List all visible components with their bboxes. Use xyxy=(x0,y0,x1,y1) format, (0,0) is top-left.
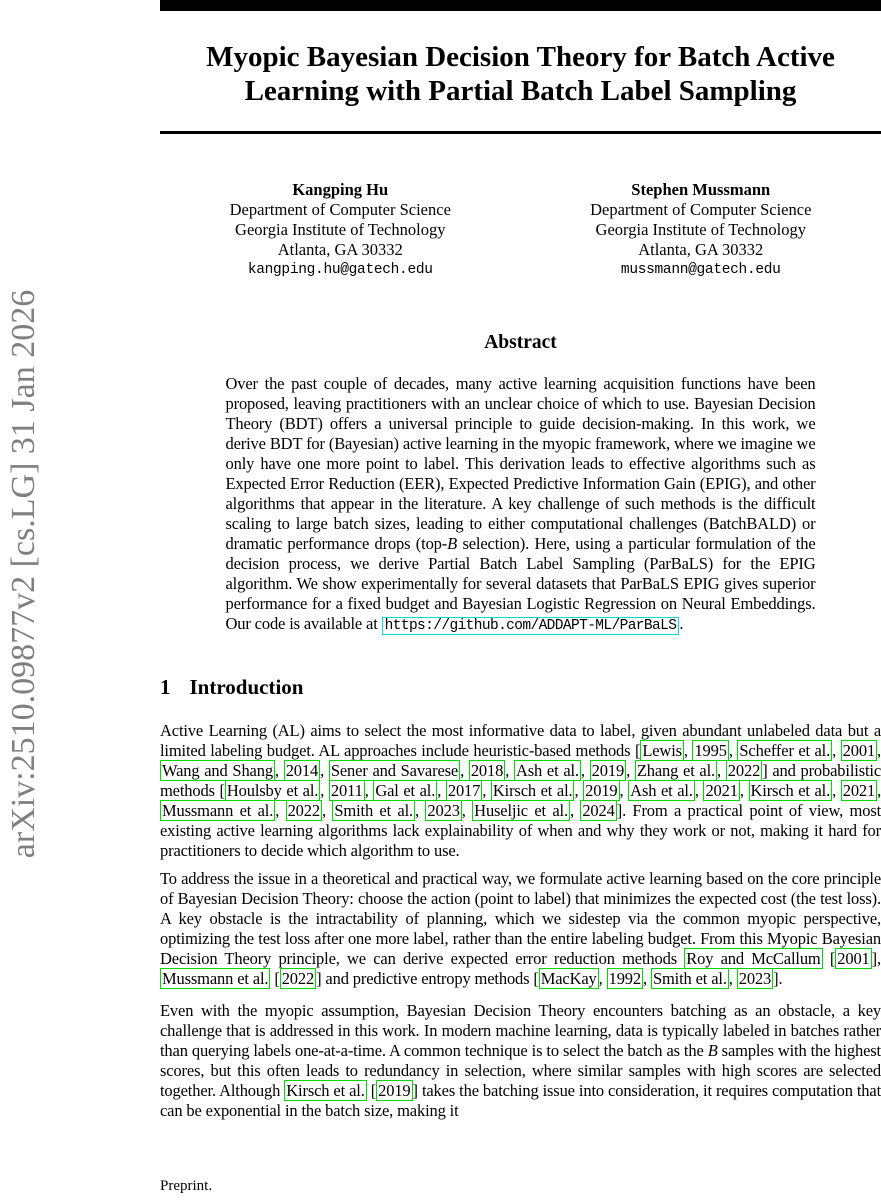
text-run: , xyxy=(683,741,693,760)
author-1-department: Department of Computer Science xyxy=(229,200,451,219)
section-number: 1 xyxy=(160,675,171,699)
citation-link[interactable]: Zhang et al. xyxy=(636,761,716,780)
top-black-bar xyxy=(160,0,881,11)
author-1-institution: Georgia Institute of Technology xyxy=(235,220,446,239)
text-run: ] and probabilistic methods [ xyxy=(160,761,881,800)
citation-link[interactable]: Wang and Shang xyxy=(162,761,273,780)
text-run: ], xyxy=(871,949,881,968)
text-run: ]. From a practical point of view, most existing active learning algorithms lack explainability of when and why they work or not, making it hard for practitioners to decide which algorithm to use. xyxy=(160,801,881,860)
text-run: , xyxy=(728,969,737,988)
paper-content-column xyxy=(160,0,881,1121)
intro-paragraph-1 xyxy=(160,721,881,861)
citation-link[interactable]: Ash et al. xyxy=(630,781,693,800)
citation-link[interactable]: Kirsch et al. xyxy=(750,781,831,800)
citation-link[interactable]: Scheffer et al. xyxy=(739,741,831,760)
text-run: , xyxy=(619,781,629,800)
citation-link[interactable]: 2024 xyxy=(582,801,615,820)
author-2-email: mussmann@gatech.edu xyxy=(620,262,781,278)
text-run: , xyxy=(877,741,881,760)
text-run: , xyxy=(321,801,333,820)
math-variable: B xyxy=(447,534,458,553)
paper-title xyxy=(160,40,881,108)
citation-link[interactable]: 2019 xyxy=(378,1081,411,1100)
text-run: , xyxy=(643,969,651,988)
abstract-paragraph xyxy=(226,374,816,636)
citation-link[interactable]: Roy and McCallum xyxy=(686,949,821,968)
author-2-department: Department of Computer Science xyxy=(590,200,812,219)
citation-link[interactable]: 2021 xyxy=(705,781,738,800)
citation-link[interactable]: 2022 xyxy=(727,761,761,780)
author-1-email: kangping.hu@gatech.edu xyxy=(247,262,433,278)
author-block xyxy=(160,180,881,280)
citation-link[interactable]: Kirsch et al. xyxy=(492,781,573,800)
text-run: [ xyxy=(270,969,280,988)
text-run: , xyxy=(717,761,726,780)
citation-link[interactable]: 2001 xyxy=(837,949,870,968)
intro-paragraph-2 xyxy=(160,869,881,989)
citation-link[interactable]: Sener and Savarese xyxy=(330,761,459,780)
author-1-city: Atlanta, GA 30332 xyxy=(277,240,403,259)
text-run: selection). Here, using a particular formulation of the decision process, we derive Partial Batch Label Sampling (ParBaLS) for the EPIG algorithm. We show experimentally for several datasets that ParBaLS EPIG gives superior performance for a fixed budget and Bayesian Logistic Regression on Neural Embeddings. Our code is available at xyxy=(225,534,816,633)
preprint-footer: Preprint. xyxy=(160,1178,213,1194)
citation-link[interactable]: Ash et al. xyxy=(516,761,579,780)
section-title: Introduction xyxy=(189,675,304,699)
citation-link[interactable]: Huseljic et al. xyxy=(474,801,568,820)
abstract-heading: Abstract xyxy=(484,332,557,353)
paper-title-line-1: Myopic Bayesian Decision Theory for Batch Active xyxy=(206,41,835,73)
section-heading-introduction xyxy=(160,675,881,700)
text-run: , xyxy=(274,761,284,780)
citation-link[interactable]: 2023 xyxy=(738,969,772,988)
text-run: , xyxy=(437,781,446,800)
citation-link[interactable]: 2018 xyxy=(470,761,504,780)
text-run: , xyxy=(415,801,426,820)
citation-link[interactable]: Mussmann et al. xyxy=(162,969,269,988)
text-run: , xyxy=(364,781,374,800)
text-run: , xyxy=(275,801,286,820)
citation-link[interactable]: Smith et al. xyxy=(652,969,727,988)
citation-link[interactable]: Gal et al. xyxy=(375,781,436,800)
citation-link[interactable]: 2017 xyxy=(447,781,481,800)
arxiv-watermark: arXiv:2510.09877v2 [cs.LG] 31 Jan 2026 xyxy=(5,289,42,859)
citation-link[interactable]: Smith et al. xyxy=(334,801,414,820)
citation-link[interactable]: 2023 xyxy=(427,801,460,820)
author-2-city: Atlanta, GA 30332 xyxy=(638,240,764,259)
text-run: , xyxy=(482,781,491,800)
text-run: samples with the highest scores, but this often leads to redundancy in selection, where similar samples with high scores are selected together. Although xyxy=(160,1041,881,1100)
text-run: , xyxy=(598,969,607,988)
text-run: , xyxy=(626,761,635,780)
text-run: , xyxy=(832,781,841,800)
text-run: , xyxy=(574,781,584,800)
citation-link[interactable]: 1995 xyxy=(694,741,727,760)
text-run: , xyxy=(580,761,590,780)
citation-link[interactable]: 2011 xyxy=(330,781,363,800)
text-run: , xyxy=(569,801,581,820)
citation-link[interactable]: Kirsch et al. xyxy=(286,1081,365,1100)
citation-link[interactable]: Lewis xyxy=(642,741,682,760)
text-run: , xyxy=(461,801,473,820)
text-run: , xyxy=(728,741,738,760)
citation-link[interactable]: 2022 xyxy=(287,801,320,820)
text-run: , xyxy=(320,781,329,800)
citation-link[interactable]: 2022 xyxy=(281,969,315,988)
author-1 xyxy=(160,180,521,280)
text-run: To address the issue in a theoretical and practical way, we formulate active learning based on the core principle of Bayesian Decision Theory: choose the action (point to label) that minimizes the expected cost (the test loss). A key obstacle is the intractability of planning, which we sidestep via the common myopic perspective, optimizing the test loss after one more label, rather than the entire labeling budget. From this Myopic Bayesian Decision Theory principle, we can derive expected error reduction methods xyxy=(160,869,881,968)
math-variable: B xyxy=(707,1041,718,1060)
text-run: , xyxy=(877,781,881,800)
citation-link[interactable]: Houlsby et al. xyxy=(226,781,319,800)
citation-link[interactable]: 2019 xyxy=(591,761,625,780)
text-run: Over the past couple of decades, many active learning acquisition functions have been proposed, leaving practitioners with an unclear choice of which to use. Bayesian Decision Theory (BDT) offers a universal principle to guide decision-making. In this work, we derive BDT for (Bayesian) active learning in the myopic framework, where we imagine we only have one more point to label. This derivation leads to effective algorithms such as Expected Error Reduction (EER), Expected Predictive Information Gain (EPIG), and other algorithms that appear in the literature. A key challenge of such methods is the difficult scaling to large batch sizes, leading to either computational challenges (BatchBALD) or dramatic performance drops (top- xyxy=(225,374,816,553)
citation-link[interactable]: 2021 xyxy=(842,781,876,800)
author-2-institution: Georgia Institute of Technology xyxy=(595,220,806,239)
text-run: Even with the myopic assumption, Bayesian Decision Theory encounters batching as an obstacle, a key challenge that is addressed in this work. In modern machine learning, data is typically labeled in batches rather than querying labels one-at-a-time. A common technique is to select the batch as the xyxy=(160,1001,881,1060)
text-run: [ xyxy=(822,949,836,968)
text-run: ] and predictive entropy methods [ xyxy=(316,969,539,988)
text-run: [ xyxy=(366,1081,377,1100)
citation-link[interactable]: 2014 xyxy=(285,761,319,780)
text-run: ] takes the batching issue into consideration, it requires computation that can be exponential in the batch size, making it xyxy=(160,1081,881,1120)
author-2-name: Stephen Mussmann xyxy=(631,180,771,199)
text-run: , xyxy=(320,761,329,780)
intro-paragraph-3 xyxy=(160,1001,881,1121)
citation-link[interactable]: 2001 xyxy=(842,741,876,760)
author-2 xyxy=(521,180,881,280)
citation-link[interactable]: 2019 xyxy=(585,781,618,800)
text-run: Active Learning (AL) aims to select the most informative data to label, given abundant unlabeled data but a limited labeling budget. AL approaches include heuristic-based methods [ xyxy=(160,721,881,760)
text-run: , xyxy=(694,781,704,800)
title-divider-rule xyxy=(160,131,881,134)
paper-title-line-2: Learning with Partial Batch Label Sampling xyxy=(244,75,797,107)
citation-link[interactable]: Mussmann et al. xyxy=(162,801,274,820)
text-run: . xyxy=(679,614,684,633)
text-run: , xyxy=(505,761,514,780)
text-run: , xyxy=(739,781,749,800)
author-1-name: Kangping Hu xyxy=(292,180,389,199)
text-run: ]. xyxy=(773,969,783,988)
text-run: , xyxy=(460,761,469,780)
citation-link[interactable]: 1992 xyxy=(608,969,642,988)
text-run: , xyxy=(832,741,841,760)
code-repository-link[interactable]: https://github.com/ADDAPT-ML/ParBaLS xyxy=(382,617,680,635)
citation-link[interactable]: MacKay xyxy=(540,969,597,988)
